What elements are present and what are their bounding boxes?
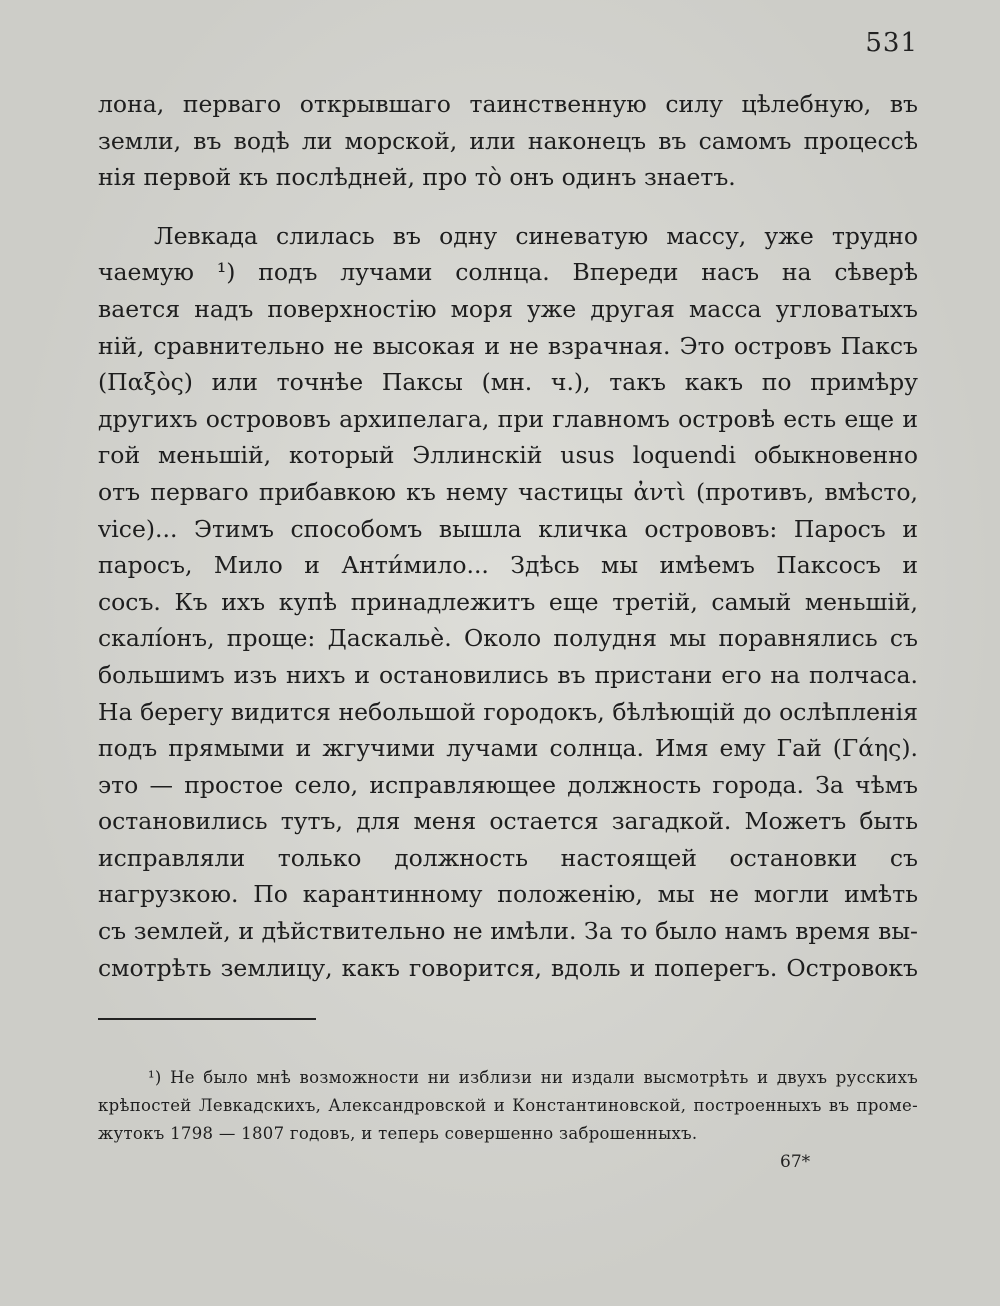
- text-line: ній, сравнительно не высокая и не взрачная. Это островъ Паксъ: [98, 331, 918, 360]
- footnote-line: крѣпостей Левкадскихъ, Александровской и Константиновской, построенныхъ въ проме-: [98, 1096, 918, 1115]
- text-line: лона, перваго открывшаго таинственную силу цѣлебную, въ: [98, 90, 918, 118]
- text-line: нія первой къ послѣдней, про то̀ онъ одинъ знаетъ.: [98, 163, 736, 192]
- footnote-divider: [98, 1018, 316, 1020]
- text-line: смотрѣть землицу, какъ говорится, вдоль и поперегъ. Островокъ: [98, 953, 918, 982]
- text-line: подъ прямыми и жгучими лучами солнца. Имя ему Гай (Γάης).: [98, 734, 918, 763]
- text-line: вается надъ поверхностію моря уже другая масса угловатыхъ: [98, 294, 918, 323]
- text-line: другихъ острововъ архипелага, при главномъ островѣ есть еще и: [98, 404, 918, 433]
- text-line: отъ перваго прибавкою къ нему частицы ἀντὶ (противъ, вмѣсто,: [98, 477, 918, 506]
- page-number: 531: [865, 28, 918, 58]
- text-line: На берегу видится небольшой городокъ, бѣлѣющій до ослѣпленія: [98, 697, 918, 726]
- text-line: это — простое село, исправляющее должность города. За чѣмъ: [98, 770, 918, 799]
- text-line: гой меньшій, который Эллинскій usus loquendi обыкновенно: [98, 441, 918, 470]
- text-line: нагрузкою. По карантинному положенію, мы не могли имѣть: [98, 880, 918, 909]
- signature-mark: 67*: [780, 1152, 811, 1172]
- text-line: земли, въ водѣ ли морской, или наконецъ въ самомъ процессѣ: [98, 126, 918, 155]
- text-line: остановились тутъ, для меня остается загадкой. Можетъ быть: [98, 807, 918, 836]
- paragraph-gap: [98, 196, 918, 218]
- text-line: сосъ. Къ ихъ купѣ принадлежитъ еще третій, самый меньшій,: [98, 587, 918, 616]
- text-line: паросъ, Мило и Анти́мило... Здѣсь мы имѣемъ Паксосъ и: [98, 551, 918, 580]
- footnote-line: ¹) Не было мнѣ возможности ни изблизи ни издали высмотрѣть и двухъ русскихъ: [148, 1068, 918, 1087]
- text-line: (Παξὸς) или точнѣе Паксы (мн. ч.), такъ какъ по примѣру: [98, 368, 918, 397]
- text-line: большимъ изъ нихъ и остановились въ пристани его на полчаса.: [98, 660, 918, 689]
- footnote-line: жутокъ 1798 — 1807 годовъ, и теперь совершенно заброшенныхъ.: [98, 1124, 698, 1143]
- body-text: [98, 86, 918, 986]
- text-line: Левкада слилась въ одну синеватую массу, уже трудно: [154, 221, 918, 250]
- footnotes: [98, 1064, 918, 1148]
- text-line: чаемую ¹) подъ лучами солнца. Впереди насъ на сѣверѣ: [98, 258, 918, 287]
- text-line: vice)... Этимъ способомъ вышла кличка острововъ: Паросъ и: [98, 514, 918, 543]
- text-line: скалі́онъ, проще: Даскальѐ. Около полудня мы поравнялись съ: [98, 624, 918, 653]
- text-line: съ землей, и дѣйствительно не имѣли. За то было намъ время вы-: [98, 917, 918, 946]
- text-line: исправляли только должность настоящей остановки съ: [98, 843, 918, 872]
